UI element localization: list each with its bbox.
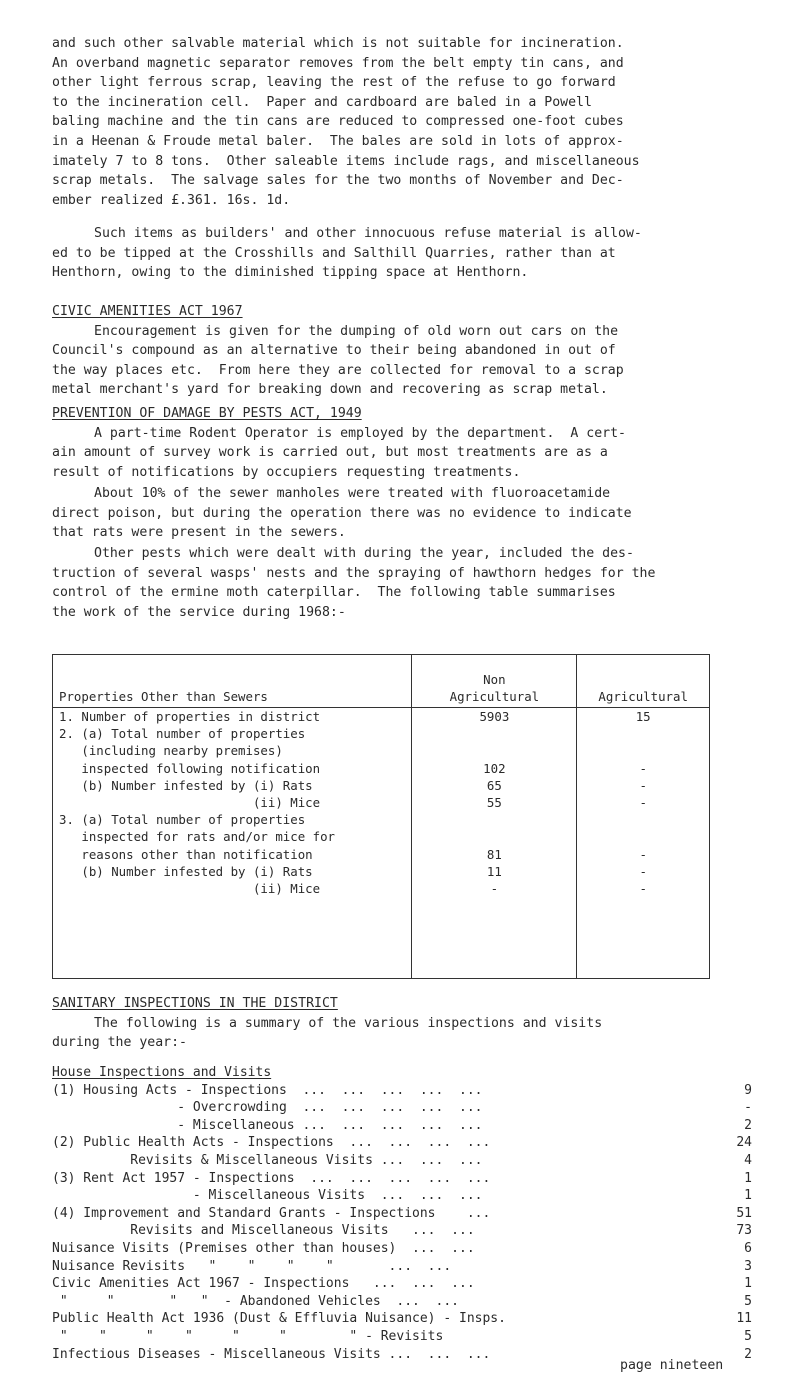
- inspection-label: Nuisance Revisits " " " " ... ...: [52, 1258, 452, 1274]
- paragraph-sewers: [52, 484, 752, 543]
- list-item: [52, 1099, 752, 1117]
- list-item: [52, 1328, 752, 1346]
- row-labels-cell: 1. Number of properties in district 2. (a) Total number of properties (including nearby premises) inspected following notification (b) Number infested by (i) Rats (ii) Mice 3. (a) Total number of properties inspected for rats and/or mice for reasons other than notification (b) Number infested by (i) Rats (ii) Mice: [53, 708, 412, 979]
- text-line: result of notifications by occupiers requesting treatments.: [52, 464, 521, 480]
- text-line: Council's compound as an alternative to their being abandoned in out of: [52, 343, 616, 359]
- section-sanitary: [52, 994, 752, 1053]
- inspection-count: 5: [744, 1293, 752, 1309]
- text-line: other light ferrous scrap, leaving the rest of the refuse to go forward: [52, 75, 616, 91]
- table-header: Agricultural: [577, 655, 710, 708]
- text-line: Such items as builders' and other innocuous refuse material is allow-: [94, 226, 642, 241]
- non-agricultural-values: 5903 102 65 55 81 11 -: [412, 708, 577, 979]
- list-item: [52, 1240, 752, 1258]
- section-heading: SANITARY INSPECTIONS IN THE DISTRICT: [52, 996, 338, 1011]
- section-heading: CIVIC AMENITIES ACT 1967: [52, 304, 243, 319]
- inspection-count: 9: [744, 1082, 752, 1098]
- list-item: [52, 1258, 752, 1276]
- text-line: About 10% of the sewer manholes were treated with fluoroacetamide: [94, 486, 611, 501]
- text-line: ed to be tipped at the Crosshills and Salthill Quarries, rather than at: [52, 245, 616, 261]
- list-item: [52, 1152, 752, 1170]
- table-header: Properties Other than Sewers: [53, 655, 412, 708]
- inspection-label: (1) Housing Acts - Inspections ... ... ... ... ...: [52, 1082, 483, 1098]
- text-line: the way places etc. From here they are collected for removal to a scrap: [52, 362, 624, 378]
- inspection-count: 1: [744, 1188, 752, 1204]
- inspection-count: 1: [744, 1276, 752, 1292]
- text-line: baling machine and the tin cans are reduced to compressed one-foot cubes: [52, 114, 624, 130]
- list-item: [52, 1170, 752, 1188]
- list-item: [52, 1275, 752, 1293]
- inspection-label: (4) Improvement and Standard Grants - Inspections ...: [52, 1205, 491, 1221]
- text-line: during the year:-: [52, 1035, 187, 1051]
- inspection-label: Infectious Diseases - Miscellaneous Visits ... ... ...: [52, 1346, 491, 1362]
- inspection-label: - Miscellaneous ... ... ... ... ...: [52, 1117, 483, 1133]
- text-line: in a Heenan & Froude metal baler. The bales are sold in lots of approx-: [52, 133, 624, 149]
- inspection-count: 4: [744, 1152, 752, 1168]
- section-pests: [52, 404, 752, 482]
- text-line: and such other salvable material which is not suitable for incineration.: [52, 36, 624, 51]
- table-header-row: [53, 655, 710, 708]
- list-item: [52, 1293, 752, 1311]
- inspection-label: - Miscellaneous Visits ... ... ...: [52, 1188, 483, 1204]
- text-line: direct poison, but during the operation there was no evidence to indicate: [52, 505, 632, 521]
- list-item: [52, 1117, 752, 1135]
- inspection-label: (3) Rent Act 1957 - Inspections ... ... ... ... ...: [52, 1170, 491, 1186]
- inspection-label: (2) Public Health Acts - Inspections ... ... ... ...: [52, 1135, 491, 1151]
- text-line: An overband magnetic separator removes from the belt empty tin cans, and: [52, 55, 624, 71]
- table-header: Non Agricultural: [412, 655, 577, 708]
- text-line: Henthorn, owing to the diminished tipping space at Henthorn.: [52, 265, 529, 281]
- list-item: [52, 1187, 752, 1205]
- text-line: metal merchant's yard for breaking down and recovering as scrap metal.: [52, 382, 608, 398]
- agricultural-values: 15 - - - - - -: [577, 708, 710, 979]
- inspection-label: Revisits & Miscellaneous Visits ... ... ...: [52, 1152, 483, 1168]
- text-line: the work of the service during 1968:-: [52, 604, 346, 620]
- inspection-label: " " " " " " " - Revisits: [52, 1328, 444, 1344]
- text-line: A part-time Rodent Operator is employed by the department. A cert-: [94, 425, 626, 441]
- inspection-count: 24: [736, 1135, 752, 1151]
- inspections-list: [52, 1064, 752, 1363]
- paragraph-salvage: [52, 34, 752, 210]
- section-heading: PREVENTION OF DAMAGE BY PESTS ACT, 1949: [52, 406, 362, 421]
- text-line: to the incineration cell. Paper and cardboard are baled in a Powell: [52, 94, 592, 110]
- subsection-heading: House Inspections and Visits: [52, 1065, 272, 1080]
- inspection-count: 2: [744, 1117, 752, 1133]
- paragraph-tipping: [52, 224, 752, 283]
- list-item: [52, 1205, 752, 1223]
- list-item: [52, 1222, 752, 1240]
- inspection-count: 1: [744, 1170, 752, 1186]
- inspection-label: Revisits and Miscellaneous Visits ... ...: [52, 1223, 475, 1239]
- text-line: ain amount of survey work is carried out, but most treatments are as a: [52, 445, 608, 461]
- page-number: page nineteen: [620, 1358, 724, 1373]
- inspection-count: -: [744, 1100, 752, 1116]
- inspection-label: Civic Amenities Act 1967 - Inspections ... ... ...: [52, 1276, 475, 1292]
- text-line: scrap metals. The salvage sales for the two months of November and Dec-: [52, 173, 624, 189]
- inspection-count: 6: [744, 1240, 752, 1256]
- inspection-count: 73: [736, 1223, 752, 1239]
- list-item: [52, 1310, 752, 1328]
- inspection-count: 5: [744, 1328, 752, 1344]
- inspection-label: Public Health Act 1936 (Dust & Effluvia Nuisance) - Insps.: [52, 1311, 506, 1327]
- paragraph-other-pests: [52, 544, 752, 622]
- text-line: Other pests which were dealt with during the year, included the des-: [94, 546, 634, 561]
- list-item: [52, 1134, 752, 1152]
- text-line: control of the ermine moth caterpillar. The following table summarises: [52, 585, 616, 601]
- inspection-label: " " " " - Abandoned Vehicles ... ...: [52, 1293, 459, 1309]
- text-line: that rats were present in the sewers.: [52, 525, 346, 541]
- text-line: Encouragement is given for the dumping of old worn out cars on the: [94, 323, 619, 339]
- inspection-label: - Overcrowding ... ... ... ... ...: [52, 1100, 483, 1116]
- inspection-count: 2: [744, 1346, 752, 1362]
- text-line: The following is a summary of the various inspections and visits: [94, 1015, 603, 1031]
- inspection-count: 3: [744, 1258, 752, 1274]
- inspections-rows: [52, 1082, 752, 1364]
- section-civic-amenities: [52, 302, 752, 400]
- inspection-count: 11: [736, 1311, 752, 1327]
- list-item: [52, 1082, 752, 1100]
- inspections-heading-row: [52, 1064, 752, 1082]
- pests-table: [52, 654, 710, 979]
- inspection-count: 51: [736, 1205, 752, 1221]
- text-line: truction of several wasps' nests and the spraying of hawthorn hedges for the: [52, 565, 656, 581]
- text-line: imately 7 to 8 tons. Other saleable items include rags, and miscellaneous: [52, 153, 640, 169]
- inspection-label: Nuisance Visits (Premises other than houses) ... ...: [52, 1240, 475, 1256]
- table-row: [53, 708, 710, 979]
- text-line: ember realized £.361. 16s. 1d.: [52, 192, 291, 208]
